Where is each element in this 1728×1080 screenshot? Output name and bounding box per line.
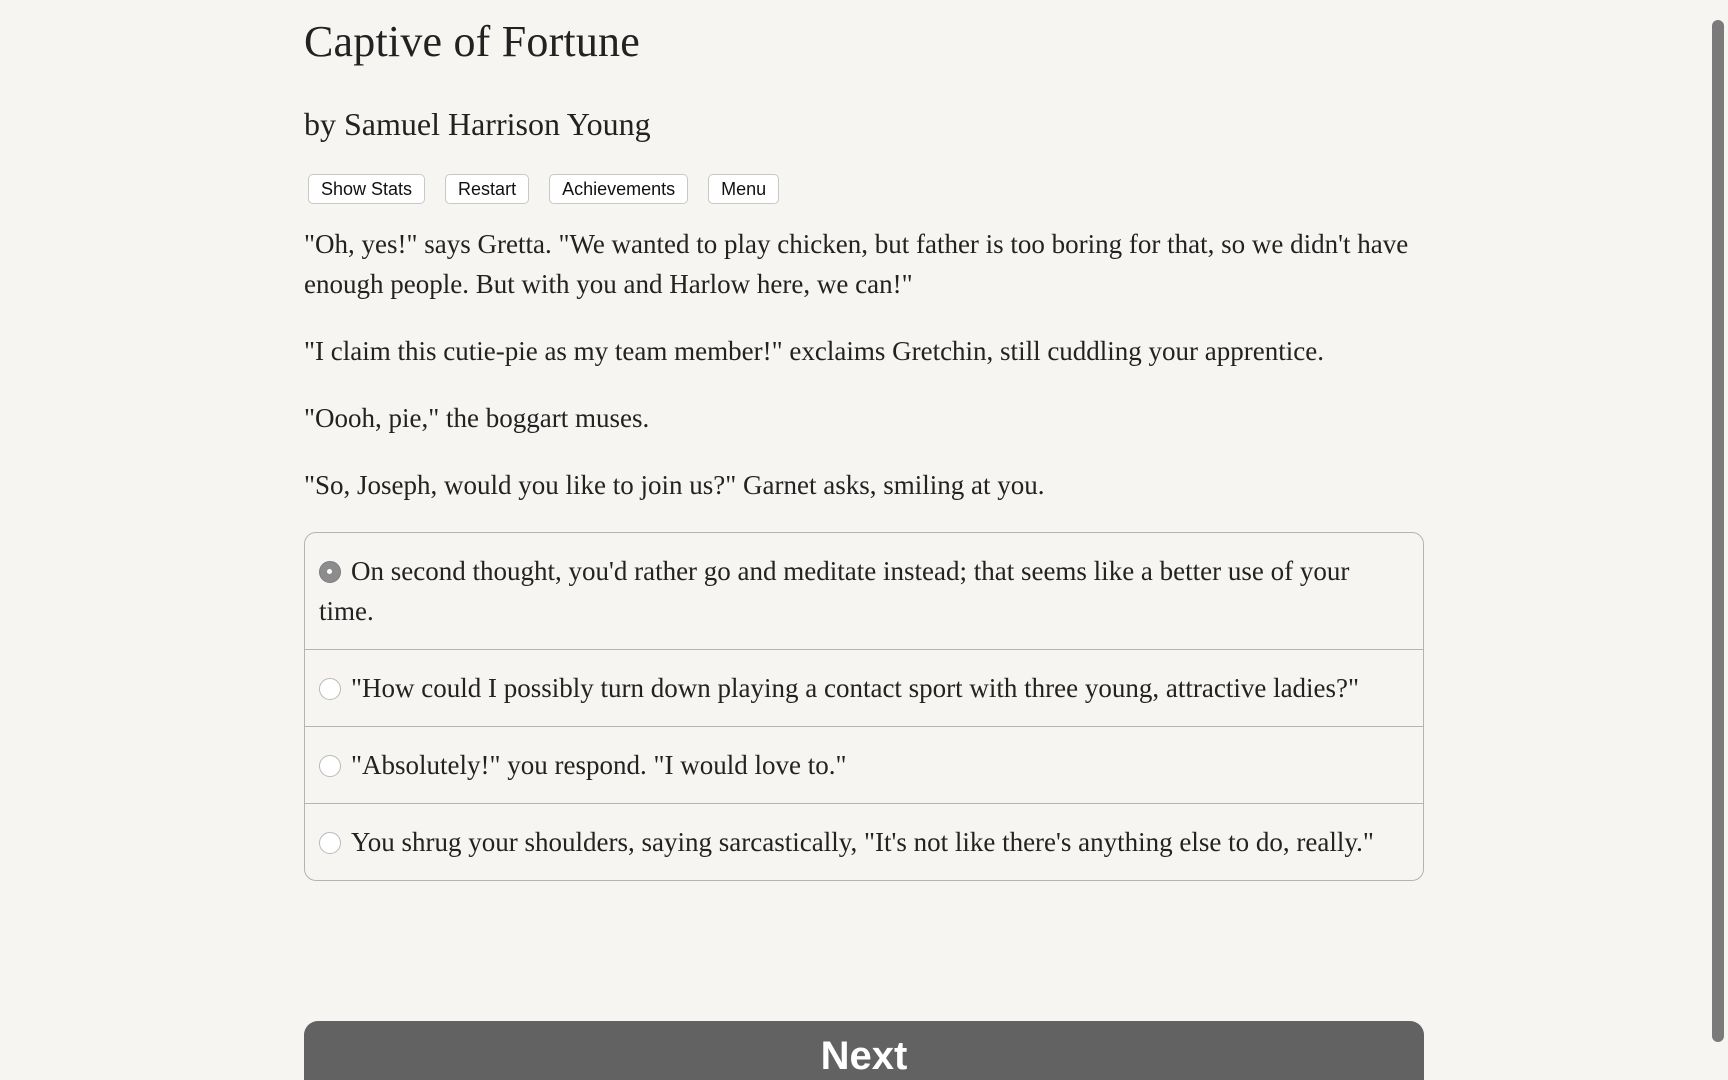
story-paragraph: "I claim this cutie-pie as my team member!" exclaims Gretchin, still cuddling your apprentice. bbox=[304, 336, 1324, 366]
next-button[interactable]: Next bbox=[304, 1021, 1424, 1080]
radio-icon[interactable] bbox=[319, 832, 341, 854]
choice-option-2[interactable] bbox=[305, 649, 1423, 726]
toolbar bbox=[304, 174, 1424, 204]
choice-option-4[interactable] bbox=[305, 803, 1423, 880]
radio-selected-icon[interactable] bbox=[319, 561, 341, 583]
radio-icon[interactable] bbox=[319, 755, 341, 777]
game-title: Captive of Fortune bbox=[304, 17, 640, 66]
achievements-button[interactable]: Achievements bbox=[549, 174, 688, 204]
menu-button[interactable]: Menu bbox=[708, 174, 779, 204]
choice-list bbox=[304, 532, 1424, 881]
restart-button[interactable]: Restart bbox=[445, 174, 529, 204]
choice-option-1[interactable] bbox=[305, 533, 1423, 649]
story-text bbox=[304, 224, 1424, 505]
story-paragraph: "So, Joseph, would you like to join us?" Garnet asks, smiling at you. bbox=[304, 470, 1045, 500]
choice-label: You shrug your shoulders, saying sarcastically, "It's not like there's anything else to do, really." bbox=[351, 827, 1374, 857]
radio-icon[interactable] bbox=[319, 678, 341, 700]
choice-label: "Absolutely!" you respond. "I would love to." bbox=[351, 750, 847, 780]
game-author: by Samuel Harrison Young bbox=[304, 106, 651, 142]
show-stats-button[interactable]: Show Stats bbox=[308, 174, 425, 204]
story-paragraph: "Oh, yes!" says Gretta. "We wanted to play chicken, but father is too boring for that, so we didn't have enough people. But with you and Harlow here, we can!" bbox=[304, 229, 1409, 299]
game-page bbox=[304, 0, 1424, 881]
choice-label: On second thought, you'd rather go and meditate instead; that seems like a better use of your time. bbox=[319, 556, 1350, 626]
story-paragraph: "Oooh, pie," the boggart muses. bbox=[304, 403, 650, 433]
scrollbar-thumb[interactable] bbox=[1712, 20, 1724, 1042]
choice-label: "How could I possibly turn down playing a contact sport with three young, attractive ladies?" bbox=[351, 673, 1360, 703]
choice-option-3[interactable] bbox=[305, 726, 1423, 803]
